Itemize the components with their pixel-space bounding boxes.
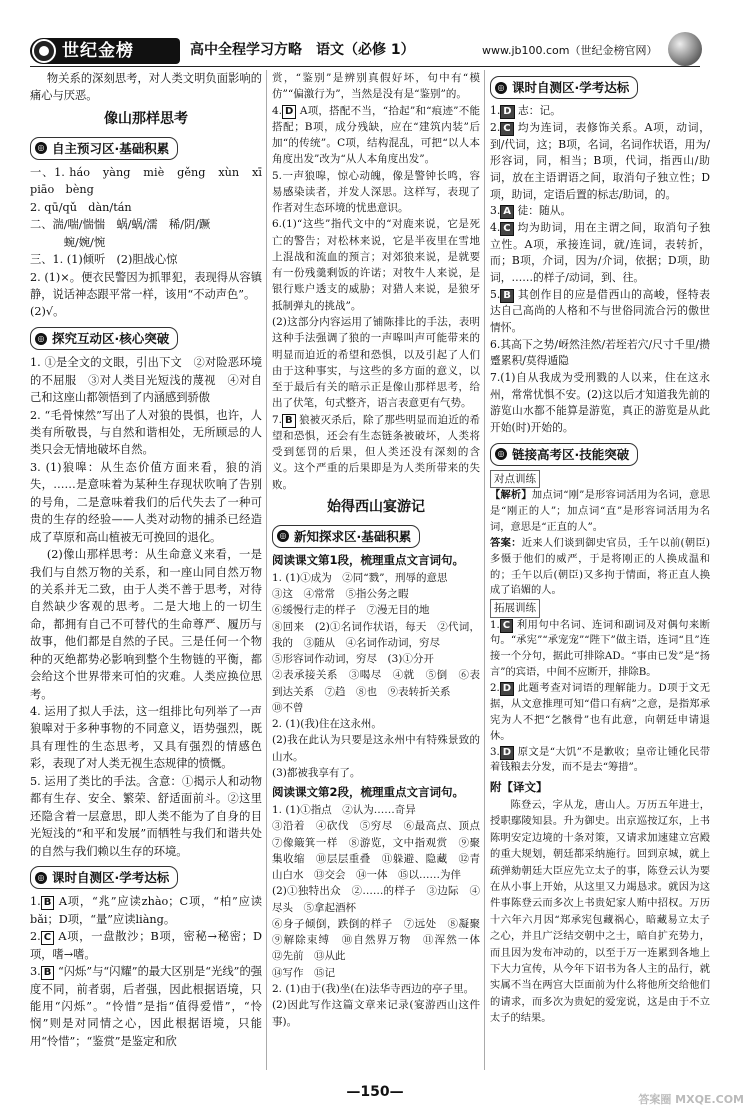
column-2 <box>272 70 491 1030</box>
section-heading: ◎ 课时自测区·学考达标 <box>30 866 178 889</box>
translation-text: 陈登云，字从龙，唐山人。万历五年进士，授职鄢陵知县。升为御史。出京巡按辽东，上书陈明安定边境的十条对策，又请求加速建立宫殿的重大规划，朝廷都采纳施行。回到京城，就上疏弹劾朝廷大臣应先立太子的事，陈登云认为要在从小事上开始，从这里又力竭恳求。就因为这件事陈登云而多次上书贵妃家人贿中招权。万历十六年六月因“郑承宪包藏祸心，暗藏易立太子之心，并且广泛结交朝中之士，暗自扩充势力，而且因为发布冲动的，以至于万一连累到各地上下大力宣传，从今年下诏书为各人主的品行，就实属不当在两宫大臣面前为什么将他所交给他们的请求，而多次为贵妃的爱宠说，这是由于不立太子的结果。 <box>490 799 710 1025</box>
answer-box: C <box>500 619 513 633</box>
test-item: 5. B 其创作目的应是借西山的高峻，怪特表达自己高尚的人格和不与世俗同流合污的傲世情怀。 <box>490 287 710 334</box>
answer-box: C <box>500 122 513 136</box>
section-heading: ◎ 探究互动区·核心突破 <box>30 327 178 350</box>
reading-answers-1 <box>272 570 480 781</box>
continued-text: 赏，“鉴别”是辨别真假好坏，句中有“模仿”“偏激行为”，当然是没有是“鉴别”的。 <box>272 72 480 101</box>
answer-box: D <box>500 105 514 119</box>
section-heading: ◎ 新知探求区·基础积累 <box>272 525 420 548</box>
test-item: 2. C A项，一盘散沙；B项，密秘→秘密；D项，嗜→嗜。 <box>30 930 262 961</box>
answer-line: 2. (1)(我)住在这永州。 <box>272 718 382 731</box>
analysis-text: 【解析】加点词“刚”是形容词活用为名词，意思是“刚正的人”；加点词“直”是形容词活用为名词，意思是“正直的人”。 <box>490 489 710 533</box>
section-bullet-icon: ◎ <box>35 333 47 345</box>
answer-line: ②表承接关系 ③喝尽 ④就 ⑤倒 ⑥表到达关系 ⑦趋 ⑧也 ⑨表转折关系 <box>272 669 480 698</box>
test-item: 4. C 均为助词，用在主谓之间，取消句子独立性。A项，承接连词，就/连词，表转折，而；B项，介词，因为/介词，依据；D项，助词，……的样子/动词，到、往。 <box>490 220 710 284</box>
intro-text: 物关系的深刻思考，对人类文明负面影响的痛心与厌恶。 <box>30 72 262 103</box>
test-item: 1. B A项，“兆”应读zhào；C项，“柏”应读bǎi；D项，“量”应读liàng。 <box>30 895 263 926</box>
answer-line: 1. (1)①指点 ②认为……奇异 <box>272 804 416 817</box>
answer-line: 2. qū/qǔ dàn/tán <box>30 200 132 214</box>
test-item: 3. A 徒：随从。 <box>490 204 572 218</box>
answer-line: (2)因此写作这篇文章来记录(宴游西山这件事)。 <box>272 999 480 1028</box>
answer-box: B <box>282 414 296 428</box>
core-answers <box>30 354 262 860</box>
lesson-title: 始得西山宴游记 <box>327 498 425 515</box>
translation-label: 附【译文】 <box>490 780 548 795</box>
practice-tag: 对点训练 <box>490 470 540 488</box>
answer-line: ⑤形容词作动词，穷尽 (3)①分开 <box>272 653 434 666</box>
answer-line: ⑧回来 (2)①名词作状语，每天 ②代词，我的 ③随从 ④名词作动词，穷尽 <box>272 620 480 649</box>
test-item: 3. D 原文是“大饥”不是歉收；皇帝让锺化民带着钱粮去分发，而不是去“筹措”。 <box>490 745 711 774</box>
answer-line: (2)①独特出众 ②……的样子 ③边际 ④尽头 ⑤拿起酒杯 <box>272 885 480 914</box>
answer-box: A <box>500 205 514 219</box>
watermark: 答案圈 MXQE.COM <box>638 1092 744 1106</box>
site-url: www.jb100.com（世纪金榜官网） <box>482 44 658 57</box>
page-header <box>0 0 750 64</box>
section-heading: ◎ 链接高考区·技能突破 <box>490 443 638 466</box>
section-bullet-icon: ◎ <box>495 448 507 460</box>
answer-box: B <box>41 966 55 980</box>
test-item: 6.其高下之势/岈然洼然/若垤若穴/尺寸千里/攒蹙累积/莫得遁隐 <box>490 337 710 368</box>
answer-paragraph: 2. “毛骨悚然”写出了人对狼的畏惧，也许，人类有所敬畏，与自然和谐相处，无所顾忌的人类只会无情地破坏自然。 <box>30 408 262 457</box>
section-bullet-icon: ◎ <box>495 82 507 94</box>
answer-box: B <box>500 289 514 303</box>
preview-answers <box>30 164 274 321</box>
test-item: 7.(1)自从我成为受刑戮的人以来，住在这永州，常常忧惧不安。(2)这以后才知道我先前的游览山水都不能算是游览，真正的游览是从此开始(时)开始的。 <box>490 370 710 434</box>
answer-line: 二、湍/喘/惴惴 蜗/蜗/濡 稀/阴/蹶 <box>30 218 211 232</box>
answer-paragraph: (2)像山那样思考：从生命意义来看，一是我们与自然万物的关系，和一座山同自然万物的关系并无二致，由于人类不善于思考，对待自然缺少客观的思考。二是大地上的一切生命，都拥有自己不可替代的生命尊严、履历与故事，他们都是自然的子民。三是任何一个物种的灭绝都势必影响到整个生物链的平衡，都会给这个世界带来可怕的灾难。人类应换位思考。 <box>30 548 262 701</box>
answer-line: 2. (1)由于(我)坐(在)法华寺西边的亭子里。 <box>272 982 475 995</box>
test-item: 7. B 狼被灭杀后，除了那些明显而迫近的希望和恐惧，还会有生态链条被破坏，人类将受到惩罚的后果，但人类还没有深刻的含义。这个严重的后果即是为人类所带来的失败。 <box>272 413 481 491</box>
answer-line: ⑩不曾 <box>272 701 304 714</box>
answer-line: 一、1. háo yàng miè gěng xùn xī piāo bèng <box>30 165 274 197</box>
test-item: (2)这部分内容运用了铺陈排比的手法，表明这种手法强调了狼的一声嗥叫声可能带来的明显而迫近的希望和恐惧，以及引起了人们由于这种事实，与这些的多方面的意义，以至于最后有关的暗示正是像山那样思考，给出了伏笔，句式整齐，语言表意更有气势。 <box>272 315 480 410</box>
book-title: 高中全程学习方略 语文（必修 1） <box>190 42 415 58</box>
section-heading: ◎ 课时自测区·学考达标 <box>490 76 638 99</box>
globe-icon <box>668 32 702 66</box>
answer-line: 蜿/婉/惋 <box>30 235 106 249</box>
test-item: 2. D 此题考查对词语的理解能力。D项于文无据，从文意推理可知“借口有病”之意，是指郑承宪为人不把“乞骸骨”也有此意，向朝廷申请退休。 <box>490 682 710 742</box>
logo-disc-icon <box>32 39 56 63</box>
column-1 <box>30 70 274 1050</box>
answer-paragraph: 5. 运用了类比的手法。含意：①揭示人和动物都有生存、安全、繁荣、舒适面前斗。②这里还隐含着一层意思，即人类不能为了自身的目光短浅的“和平和发展”而牺牲与我们和谐共处的自然与我们赖以生存的环境。 <box>30 774 262 858</box>
answer-paragraph: 4. 运用了拟人手法，这一组排比句列举了一声狼嗥对于多种事物的不同意义，语势强烈，既具有理性的生态思考，又具有强烈的情感色彩，表现了对人类无视生态规律的愤慨。 <box>30 705 262 771</box>
answer-box: C <box>41 931 54 945</box>
reading-prompt: 阅读课文第1段，梳理重点文言词句。 <box>272 552 464 567</box>
answer-paragraph: 1. ①是全文的文眼，引出下文 ②对险恶环境的不屈服 ③对人类目光短浅的蔑视 ④对自己和这座山都领悟到了内涵感到骄傲 <box>30 356 262 405</box>
practice-tag: 拓展训练 <box>490 599 540 617</box>
answer-line: ⑥身子倾倒，跌倒的样子 ⑦远处 ⑧凝聚 ⑨解除束缚 ⑩自然界万物 ⑪浑然一体 ⑫先前 ⑬从此 <box>272 917 491 963</box>
section-bullet-icon: ◎ <box>35 872 47 884</box>
answer-box: B <box>41 896 55 910</box>
section-bullet-icon: ◎ <box>35 142 47 154</box>
section-heading: ◎ 自主预习区·基础积累 <box>30 137 178 160</box>
answer-line: ③这 ④常常 ⑤指公务之暇 <box>272 588 409 601</box>
test-answers <box>30 893 262 1050</box>
answer-box: D <box>500 746 514 760</box>
answer-line: 三、1. (1)倾听 (2)胆战心惊 <box>30 253 178 267</box>
answer-line: (3)都被我享有了。 <box>272 766 361 779</box>
test-item: 1. C 利用句中名词、连词和副词及对偶句来断句。“承宪”“承宠宠”“陛下”做主语，连词“且”连接一个分句，据此可排除AD。“事由已发”是“扬言”的宾语，中间不应断开，排除B。 <box>490 618 710 679</box>
test-item: 6.(1)“这些”指代文中的“对鹿来说，它是死亡的警告；对松林来说，它是半夜里在雪地上混战和流血的预言；对郊狼来说，是就要有一份残羹剩饭的许诺；对牧牛人来说，是银行账户透支的威胁；对猎人来说，是狼牙抵制弹丸的挑战”。 <box>272 218 480 312</box>
page-number: —150— <box>346 1084 404 1100</box>
test-item: 2. C 均为连词，表修饰关系。A项，动词，到/代词，这；B项，名词，名词作状语，用为/形容词，同，相当；B项，代词，指西山/助词，放在主语谓语之间，取消句子独立性；D项，助词，定语后置的标志/助词，的。 <box>490 121 711 201</box>
test-item: 5.一声狼嗥，惊心动魄，像是警钟长鸣，容易感染读者，并发人深思。这样写，表现了作者对生态环境的忧患意识。 <box>272 169 480 215</box>
answer-line: 1. (1)①成为 ②同“戮”，刑辱的意思 <box>272 571 448 584</box>
lesson-title: 像山那样思考 <box>104 110 188 127</box>
answer-line: (2)√。 <box>30 305 65 319</box>
brand-logo <box>30 38 180 64</box>
answer-line: ⑥缓慢行走的样子 ⑦漫无目的地 <box>272 604 430 617</box>
test-item: 4. D A项，搭配不当，“拾起”和“痕迹”不能搭配；B项，成分残缺，应在“建筑内装”后加“的传统”。C项，结构混乱，可把“以人本角度出发”改为“从人本角度出发”。 <box>272 104 480 166</box>
answer-line: ⑭写作 ⑮记 <box>272 966 335 979</box>
answer-box: D <box>282 105 296 119</box>
logo-text: 世纪金榜 <box>62 40 134 61</box>
test-item: 1. D 志：记。 <box>490 104 562 118</box>
answer-line: 2. (1)×。便衣民警因为抓罪犯，表现得从容镇静，说话神态跟平常一样，该用“不动声色”。 <box>30 270 262 301</box>
answer-line: (2)我在此认为只要是这永州中有特殊景致的山水。 <box>272 734 480 763</box>
column-3 <box>490 70 710 1027</box>
section-bullet-icon: ◎ <box>277 530 289 542</box>
answer-box: D <box>500 682 514 696</box>
answer-text: 答案：近来人们谈到御史官员，壬午以前(朝臣)多慑于他们的威严，于是将刚正的人换成温和的；壬午以后(朝臣)又多拘于情面，将正直人换成了谄媚的人。 <box>490 536 710 597</box>
reading-prompt: 阅读课文第2段，梳理重点文言词句。 <box>272 785 464 800</box>
reading-answers-2 <box>272 802 491 1030</box>
answer-box: C <box>500 222 513 236</box>
header-rule <box>30 66 700 67</box>
test-item: 3. B “闪烁”与“闪耀”的最大区别是“光线”的强度不同，前者弱，后者强，因此根据语境，只能用“闪烁”。“怜惜”是指“值得爱惜”，“怜悯”则是对同情之心，因此根据语境，只能用“怜惜”；“鉴赏”是鉴定和欣 <box>30 965 263 1048</box>
answer-line: ③沿着 ④砍伐 ⑤穷尽 ⑥最高点、顶点 ⑦像簸箕一样 ⑧游览，文中指观赏 ⑨聚集收缩 ⑩层层重叠 ⑪躲避、隐藏 ⑫青山白水 ⑬交会 ⑭一体 ⑮以……为伴 <box>272 820 491 882</box>
column-divider <box>266 70 267 1070</box>
answer-paragraph: 3. (1)狼嗥：从生态价值方面来看，狼的消失，……是意味着为某种生存现状吹响了告别的号角，二是意味着我们的后代失去了一种可贵的生存的经验——人类对动物的捕杀已经造成了草原和高山植被无可挽回的退化。 <box>30 460 262 544</box>
